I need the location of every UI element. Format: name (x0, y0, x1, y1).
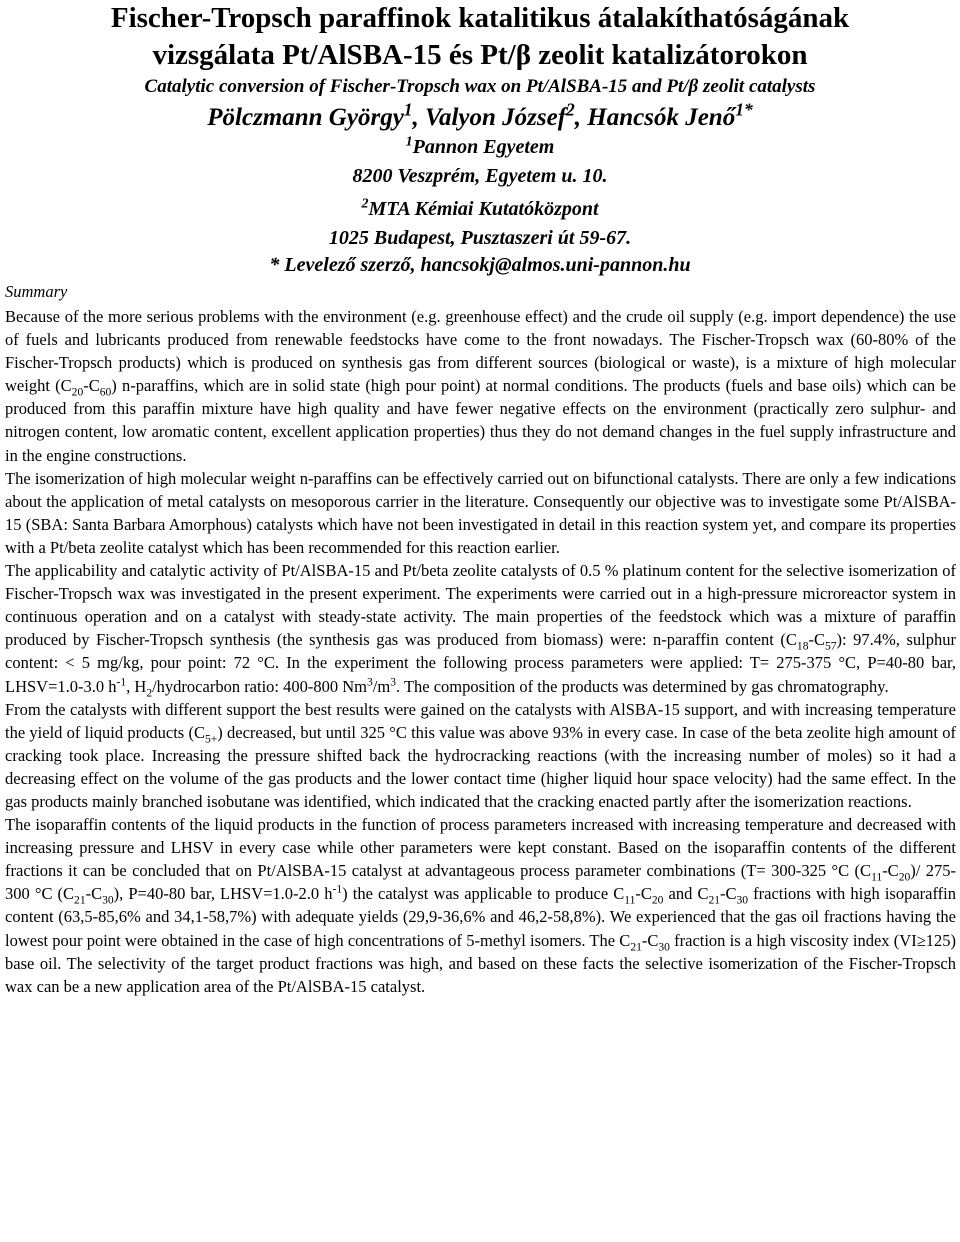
affiliation-2-name: $^2$MTA Kémiai Kutatóközpont (361, 196, 599, 220)
author-2: , Valyon József (412, 104, 567, 131)
affiliation-1-address: 8200 Veszprém, Egyetem u. 10. (352, 165, 608, 187)
author-list (0, 99, 960, 133)
summary-paragraph-4: From the catalysts with different support the best results were gained on the catalysts with AlSBA-15 support, and with increasing temperature the yield of liquid products $(C_{5+})$ decreased, but until 325 °C this value was above 93% in every case. In case of the beta zeolite high amount of cracking took place. Increasing the pressure shifted back the hydrocracking reactions (with the increasing number of moles) so it had a decreasing effect on the volume of the gas products and the lower contact time (higher liquid hour space velocity) had the same effect. In the gas products mainly branched isobutane was identified, which indicated that the cracking enacted partly after the isomerization reactions. (5, 699, 956, 811)
affiliation-2-address: 1025 Budapest, Pusztaszeri út 59-67. (328, 227, 632, 249)
affiliation-2-mark: 2 (361, 196, 369, 212)
author-2-affiliation-mark: 2 (566, 99, 575, 120)
summary-heading: Summary (5, 282, 68, 301)
author-3-affiliation-mark: 1* (735, 99, 753, 120)
affiliation-1-mark: 1 (405, 134, 413, 150)
correspondence-line: * Levelező szerző, hancsokj@almos.uni-pannon.hu (269, 254, 691, 276)
author-1-affiliation-mark: 1 (403, 99, 413, 120)
title-hungarian (0, 0, 960, 74)
summary-paragraph-1: Because of the more serious problems with the environment (e.g. greenhouse effect) and the crude oil supply (e.g. import dependence) the use of fuels and lubricants produced from renewable feedstocks have come to the front nowadays. The Fischer-Tropsch wax (60-80% of the Fischer-Tropsch products) which is produced on synthesis gas from different sources (biological or waste), is a mixture of high molecular weight $(C_{20}-C_{60})$ n-paraffins, which are in solid state (high pour point) at normal conditions. The products (fuels and base oils) which can be produced from this paraffin mixture have high quality and have fewer negative effects on the environment (practically zero sulphur- and nitrogen content, low aromatic content, excellent application properties) thus they do not demand changes in the fuel supply infrastructure and in the engine constructions. (5, 307, 956, 465)
affiliation-1-name: $^1$Pannon Egyetem (405, 134, 555, 158)
title-english: Catalytic conversion of Fischer-Tropsch wax on Pt/AlSBA-15 and Pt/β zeolit catalysts (144, 76, 816, 97)
title-line-1: Fischer-Tropsch paraffinok katalitikus átalakíthatóságának (110, 2, 850, 34)
summary-paragraph-3: The applicability and catalytic activity of Pt/AlSBA-15 and Pt/beta zeolite catalysts of 0.5 % platinum content for the selective isomerization of Fischer-Tropsch wax was investigated in the present experiment. The experiments were carried out in a high-pressure microreactor system in continuous operation and on a catalyst with steady-state activity. The main properties of the feedstock which was a mixture of paraffin produced by Fischer-Tropsch synthesis (the synthesis gas was produced from biomass) were: n-paraffin content $(C_{18}-C_{57})$: 97.4%, sulphur content: < 5 mg/kg, pour point: 72 °C. In the experiment the following process parameters were applied: T= 275-375 °C, P=40-80 bar, LHSV=1.0-3.0 $h^{-1}$, $H_2$/hydrocarbon ratio: 400-800 $Nm^3/m^3$. The composition of the products was determined by gas chromatography. (5, 561, 956, 699)
summary-paragraph-5: The isoparaffin contents of the liquid products in the function of process parameters increased with increasing temperature and decreased with increasing pressure and LHSV in every case while other parameters were kept constant. Based on the isoparaffin contents of the different fractions it can be concluded that on Pt/AlSBA-15 catalyst at advantageous process parameter combinations (T= 300-325 °C $(C_{11}-C_{20})/$ 275-300 °C $(C_{21}-C_{30})$, P=40-80 bar, LHSV=1.0-2.0 $h^{-1}$) the catalyst was applicable to produce $C_{11}-C_{20}$ and $C_{21}-C_{30}$ fractions with high isoparaffin content (63,5-85,6% and 34,1-58,7%) with adequate yields (29,9-36,6% and 46,2-58,8%). We experienced that the gas oil fractions having the lowest pour point were obtained in the case of high concentrations of 5-methyl isomers. The $C_{21}-C_{30}$ fraction is a high viscosity index (VI≥125) base oil. The selectivity of the target product fractions was high, and based on these facts the selective isomerization of the Fischer-Tropsch wax can be a new application area of the Pt/AlSBA-15 catalyst. (5, 815, 956, 996)
title-line-2: vizsgálata Pt/AlSBA-15 és Pt/β zeolit katalizátorokon (152, 39, 808, 71)
author-3: , Hancsók Jenő (574, 104, 736, 131)
greater-than-or-equal-symbol: ≥ (916, 930, 926, 950)
author-1: Pölczmann György (207, 104, 404, 131)
summary-body (5, 305, 956, 998)
summary-paragraph-2: The isomerization of high molecular weight n-paraffins can be effectively carried out on bifunctional catalysts. There are only a few indications about the application of metal catalysts on mesoporous carrier in the literature. Consequently our objective was to investigate some Pt/AlSBA-15 (SBA: Santa Barbara Amorphous) catalysts which have not been investigated in detail in this reaction system yet, and compare its properties with a Pt/beta zeolite catalyst which has been recommended for this reaction earlier. (5, 468, 956, 557)
